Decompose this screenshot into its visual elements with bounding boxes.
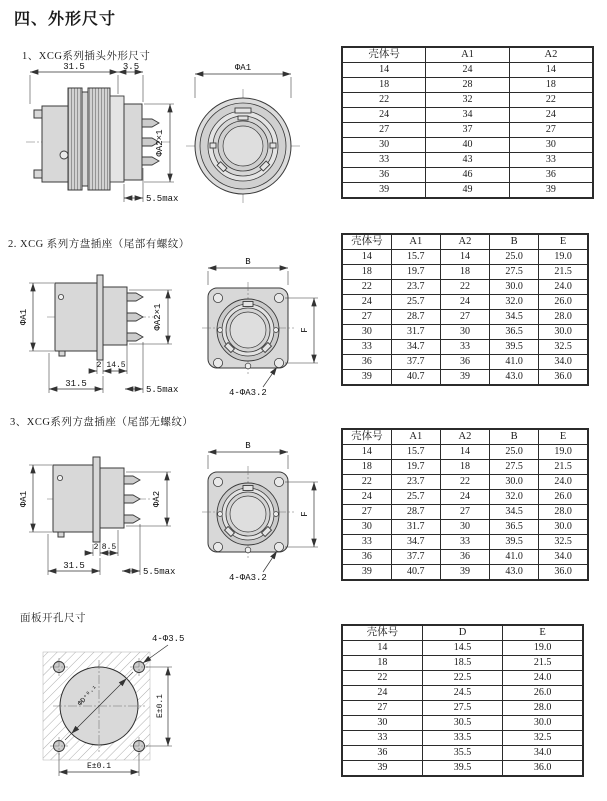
mounting-holes-callout [229, 551, 277, 583]
table-cell: 19.7 [391, 460, 440, 475]
column-header: D [422, 625, 502, 641]
dimension-31-5 [48, 534, 100, 575]
table-cell: 36 [509, 168, 593, 183]
table-cell: 30.0 [539, 325, 588, 340]
table-cell: 33 [342, 340, 391, 355]
table-cell: 33 [342, 153, 426, 168]
table-row [342, 535, 588, 550]
table-cell: 18 [342, 460, 391, 475]
table-cell: 30.0 [503, 716, 583, 731]
table-cell: 36 [440, 550, 489, 565]
column-header: A2 [440, 234, 489, 250]
table-cell: 36 [342, 550, 391, 565]
panel-area [43, 652, 150, 760]
dim-f-label: F [300, 511, 310, 517]
table-cell: 39 [342, 183, 426, 199]
table-cell: 15.7 [391, 250, 440, 265]
table-cell: 34 [426, 108, 510, 123]
table-cell: 33 [509, 153, 593, 168]
mounting-holes-label: 4-ΦA3.2 [229, 388, 267, 398]
table-cell: 39.5 [422, 761, 502, 777]
table-cell: 39 [342, 565, 391, 581]
column-header: 壳体号 [342, 234, 391, 250]
table-cell: 23.7 [391, 475, 440, 490]
table-row [342, 370, 588, 386]
holes-callout [143, 634, 184, 663]
table-cell: 34.0 [539, 355, 588, 370]
column-header: A1 [391, 429, 440, 445]
table-cell: 33.5 [422, 731, 502, 746]
dim-phi-a1-label: ΦA1 [234, 63, 252, 73]
table-cell: 36.0 [503, 761, 583, 777]
dimension-f [285, 298, 318, 363]
table-cell: 24 [440, 295, 489, 310]
table-cell: 23.7 [391, 280, 440, 295]
section-2-heading: 2. XCG 系列方盘插座（尾部有螺纹） [8, 239, 190, 250]
table-cell: 19.0 [503, 641, 583, 656]
table-cell: 24 [440, 490, 489, 505]
dim-31-5-label: 31.5 [65, 379, 87, 389]
table-cell: 14 [342, 641, 422, 656]
table-cell: 36.0 [539, 565, 588, 581]
plain-receptacle-table [341, 428, 589, 581]
table-cell: 46 [426, 168, 510, 183]
table-cell: 33 [342, 535, 391, 550]
table-row [342, 280, 588, 295]
table-cell: 26.0 [539, 295, 588, 310]
plug-front-view [186, 89, 300, 203]
table-row [342, 505, 588, 520]
table-cell: 28.7 [391, 505, 440, 520]
table-cell: 27 [342, 701, 422, 716]
table-row [342, 63, 593, 78]
table-cell: 32.0 [490, 490, 539, 505]
table-row [342, 265, 588, 280]
table-cell: 35.5 [422, 746, 502, 761]
table-cell: 25.0 [490, 445, 539, 460]
table-cell: 33 [342, 731, 422, 746]
table-cell: 27.5 [490, 460, 539, 475]
panel-holes-label: 4-Φ3.5 [152, 634, 185, 644]
dim-phi-d-label: ΦD⁺⁰·¹ [76, 684, 101, 709]
table-cell: 30 [509, 138, 593, 153]
table-row [342, 108, 593, 123]
dim-2-label: 2 [96, 361, 102, 370]
table-row [342, 138, 593, 153]
mounting-holes-label: 4-ΦA3.2 [229, 573, 267, 583]
table-cell: 25.0 [490, 250, 539, 265]
table-row [342, 123, 593, 138]
table-row [342, 656, 583, 671]
table-cell: 41.0 [490, 355, 539, 370]
table-cell: 32.5 [503, 731, 583, 746]
table-cell: 18 [440, 265, 489, 280]
table-cell: 19.7 [391, 265, 440, 280]
dimension-phi-a1 [19, 465, 52, 532]
table-cell: 22 [342, 93, 426, 108]
table-row [342, 671, 583, 686]
dim-b-label: B [245, 441, 251, 451]
table-cell: 14 [440, 445, 489, 460]
table-row [342, 550, 588, 565]
table-cell: 14 [342, 250, 391, 265]
table-cell: 27 [342, 505, 391, 520]
table-row [342, 761, 583, 777]
table-row [342, 310, 588, 325]
dim-31-5-label: 31.5 [63, 62, 85, 72]
mounting-holes-callout [229, 367, 277, 398]
dim-3-5-label: 3.5 [122, 62, 140, 72]
table-cell: 32.5 [539, 535, 588, 550]
table-cell: 36 [342, 355, 391, 370]
table-cell: 34.0 [503, 746, 583, 761]
plug-outline-drawing [20, 58, 340, 218]
table-cell: 41.0 [490, 550, 539, 565]
table-cell: 28.0 [503, 701, 583, 716]
table-row [342, 445, 588, 460]
panel-cutout-drawing [35, 628, 265, 800]
table-cell: 24.5 [422, 686, 502, 701]
table-row [342, 325, 588, 340]
table-cell: 21.5 [539, 460, 588, 475]
table-cell: 25.7 [391, 295, 440, 310]
dim-phi-a2-label: ΦA2×1 [153, 303, 163, 331]
dim-phi-a1-label: ΦA1 [19, 308, 29, 326]
table-cell: 37.7 [391, 355, 440, 370]
table-row [342, 520, 588, 535]
table-cell: 24.0 [539, 280, 588, 295]
table-cell: 43.0 [490, 565, 539, 581]
table-cell: 27 [440, 310, 489, 325]
table-cell: 30 [440, 325, 489, 340]
column-header: A2 [509, 47, 593, 63]
plain-receptacle-drawing [5, 432, 340, 592]
table-cell: 39 [509, 183, 593, 199]
threaded-receptacle-table [341, 233, 589, 386]
dimension-b [208, 257, 288, 285]
receptacle-front-view [202, 466, 294, 558]
table-cell: 30.0 [539, 520, 588, 535]
dimension-5-5max [125, 342, 178, 395]
dim-8-5-label: 8.5 [101, 543, 117, 552]
table-cell: 30.5 [422, 716, 502, 731]
table-row [342, 716, 583, 731]
table-cell: 18 [509, 78, 593, 93]
table-cell: 39 [342, 370, 391, 386]
table-cell: 28.7 [391, 310, 440, 325]
table-cell: 28.0 [539, 505, 588, 520]
table-row [342, 475, 588, 490]
table-cell: 27 [509, 123, 593, 138]
table-cell: 32.0 [490, 295, 539, 310]
table-cell: 40 [426, 138, 510, 153]
dim-5-5max-label: 5.5max [143, 567, 176, 577]
column-header: B [490, 429, 539, 445]
table-cell: 34.0 [539, 550, 588, 565]
table-cell: 39 [440, 565, 489, 581]
table-cell: 24.0 [539, 475, 588, 490]
table-cell: 14.5 [422, 641, 502, 656]
table-cell: 36.5 [490, 325, 539, 340]
table-cell: 14 [509, 63, 593, 78]
table-row [342, 295, 588, 310]
table-row [342, 641, 583, 656]
plug-dimension-table [341, 46, 594, 199]
table-cell: 18 [342, 78, 426, 93]
table-cell: 26.0 [539, 490, 588, 505]
table-header-row [342, 429, 588, 445]
dimension-b [208, 441, 288, 469]
table-cell: 18.5 [422, 656, 502, 671]
table-cell: 36 [342, 168, 426, 183]
table-cell: 22 [509, 93, 593, 108]
table-cell: 32.5 [539, 340, 588, 355]
table-cell: 22 [342, 475, 391, 490]
table-cell: 26.0 [503, 686, 583, 701]
table-cell: 30 [342, 138, 426, 153]
column-header: E [539, 429, 588, 445]
dim-phi-a2-label: ΦA2 [152, 490, 162, 508]
table-cell: 36 [440, 355, 489, 370]
dimension-2-and-8-5 [85, 530, 118, 556]
table-cell: 24 [342, 686, 422, 701]
table-cell: 43 [426, 153, 510, 168]
table-cell: 32 [426, 93, 510, 108]
table-cell: 15.7 [391, 445, 440, 460]
dim-phi-a1-label: ΦA1 [19, 490, 29, 508]
table-cell: 34.5 [490, 310, 539, 325]
table-cell: 36.5 [490, 520, 539, 535]
table-cell: 34.7 [391, 535, 440, 550]
receptacle-side-view [47, 457, 155, 542]
table-cell: 30 [342, 716, 422, 731]
table-cell: 30 [440, 520, 489, 535]
table-cell: 19.0 [539, 250, 588, 265]
table-cell: 39.5 [490, 535, 539, 550]
receptacle-front-view [202, 282, 294, 374]
table-cell: 27.5 [422, 701, 502, 716]
table-cell: 37.7 [391, 550, 440, 565]
dim-14-5-label: 14.5 [106, 361, 126, 370]
table-cell: 22 [342, 280, 391, 295]
table-cell: 27 [440, 505, 489, 520]
table-cell: 33 [440, 535, 489, 550]
table-cell: 24 [342, 490, 391, 505]
table-cell: 40.7 [391, 370, 440, 386]
dimension-f [285, 482, 318, 547]
table-row [342, 490, 588, 505]
column-header: E [503, 625, 583, 641]
dim-e-horizontal-label: E±0.1 [86, 762, 112, 771]
table-header-row [342, 234, 588, 250]
threaded-receptacle-drawing [5, 250, 340, 405]
table-header-row [342, 47, 593, 63]
table-cell: 37 [426, 123, 510, 138]
column-header: A1 [391, 234, 440, 250]
table-row [342, 686, 583, 701]
table-row [342, 78, 593, 93]
table-row [342, 153, 593, 168]
table-cell: 30 [342, 520, 391, 535]
dimension-5-5max [122, 524, 175, 577]
table-row [342, 701, 583, 716]
table-cell: 22 [440, 280, 489, 295]
table-header-row [342, 625, 583, 641]
table-cell: 39 [440, 370, 489, 386]
dim-31-5-label: 31.5 [63, 561, 85, 571]
table-row [342, 340, 588, 355]
column-header: A2 [440, 429, 489, 445]
column-header: B [490, 234, 539, 250]
table-cell: 34.7 [391, 340, 440, 355]
table-row [342, 250, 588, 265]
table-cell: 24 [509, 108, 593, 123]
table-cell: 14 [440, 250, 489, 265]
table-row [342, 168, 593, 183]
table-cell: 21.5 [539, 265, 588, 280]
table-cell: 30 [342, 325, 391, 340]
column-header: E [539, 234, 588, 250]
table-cell: 31.7 [391, 520, 440, 535]
table-row [342, 565, 588, 581]
column-header: 壳体号 [342, 47, 426, 63]
column-header: 壳体号 [342, 429, 391, 445]
table-cell: 27 [342, 310, 391, 325]
table-cell: 24 [342, 108, 426, 123]
dim-2-label: 2 [93, 543, 99, 552]
dim-b-label: B [245, 257, 251, 267]
table-cell: 21.5 [503, 656, 583, 671]
table-cell: 36 [342, 746, 422, 761]
table-cell: 49 [426, 183, 510, 199]
table-cell: 14 [342, 63, 426, 78]
table-cell: 18 [440, 460, 489, 475]
dim-e-vertical-label: E±0.1 [156, 693, 165, 719]
table-cell: 39.5 [490, 340, 539, 355]
table-cell: 22 [342, 671, 422, 686]
dim-phi-a2-label: ΦA2×1 [155, 129, 165, 157]
table-row [342, 746, 583, 761]
panel-cutout-table [341, 624, 584, 777]
table-row [342, 93, 593, 108]
table-cell: 31.7 [391, 325, 440, 340]
plug-side-view [26, 88, 172, 190]
table-cell: 24 [426, 63, 510, 78]
table-row [342, 355, 588, 370]
table-cell: 30.0 [490, 475, 539, 490]
section-4-heading: 面板开孔尺寸 [20, 613, 86, 624]
table-cell: 14 [342, 445, 391, 460]
table-cell: 39 [342, 761, 422, 777]
dimension-31-5 [49, 353, 103, 393]
table-cell: 18 [342, 656, 422, 671]
table-cell: 28 [426, 78, 510, 93]
table-row [342, 460, 588, 475]
page-title: 四、外形尺寸 [14, 11, 117, 28]
receptacle-side-view [47, 275, 155, 360]
table-cell: 40.7 [391, 565, 440, 581]
table-cell: 33 [440, 340, 489, 355]
table-cell: 18 [342, 265, 391, 280]
dim-5-5max-label: 5.5max [146, 385, 179, 395]
table-cell: 19.0 [539, 445, 588, 460]
table-cell: 27 [342, 123, 426, 138]
table-cell: 43.0 [490, 370, 539, 386]
table-cell: 28.0 [539, 310, 588, 325]
table-row [342, 731, 583, 746]
table-cell: 22.5 [422, 671, 502, 686]
table-cell: 22 [440, 475, 489, 490]
table-cell: 34.5 [490, 505, 539, 520]
section-1-heading: 1、XCG系列插头外形尺寸 [22, 51, 151, 62]
table-cell: 30.0 [490, 280, 539, 295]
dim-f-label: F [300, 327, 310, 333]
dim-5-5max-label: 5.5max [146, 194, 179, 204]
table-cell: 36.0 [539, 370, 588, 386]
column-header: 壳体号 [342, 625, 422, 641]
table-cell: 24 [342, 295, 391, 310]
section-3-heading: 3、XCG系列方盘插座（尾部无螺纹） [10, 417, 194, 428]
table-cell: 27.5 [490, 265, 539, 280]
table-cell: 24.0 [503, 671, 583, 686]
column-header: A1 [426, 47, 510, 63]
table-row [342, 183, 593, 199]
table-cell: 25.7 [391, 490, 440, 505]
